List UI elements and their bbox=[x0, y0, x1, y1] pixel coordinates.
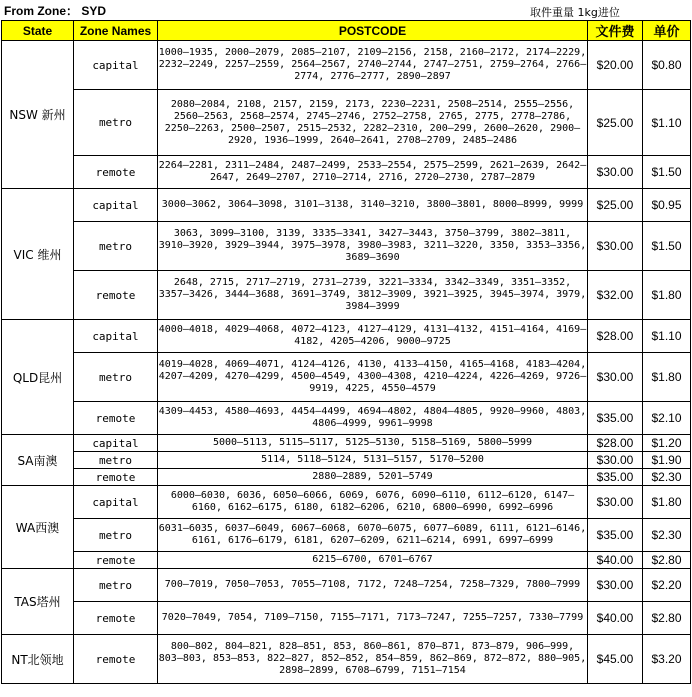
document-fee-cell: $30.00 bbox=[588, 353, 643, 402]
document-fee-cell: $35.00 bbox=[588, 402, 643, 435]
zone-name-cell: capital bbox=[74, 320, 158, 353]
table-row bbox=[2, 635, 691, 684]
zone-name-cell: metro bbox=[74, 90, 158, 156]
postcode-cell: 2264–2281, 2311–2484, 2487–2499, 2533–2554, 2575–2599, 2621–2639, 2642–2647, 2649–2707, 2710–2714, 2716, 2720–2730, 2787–2879 bbox=[158, 156, 588, 189]
zone-name-cell: metro bbox=[74, 353, 158, 402]
unit-price-cell: $0.80 bbox=[643, 41, 691, 90]
postcode-cell: 6031–6035, 6037–6049, 6067–6068, 6070–6075, 6077–6089, 6111, 6121–6146, 6161, 6176–6179, 6181, 6207–6209, 6211–6214, 6991, 6997–6999 bbox=[158, 519, 588, 552]
document-fee-cell: $20.00 bbox=[588, 41, 643, 90]
table-row bbox=[2, 569, 691, 602]
weight-rounding-note: 取件重量 1kg进位 bbox=[530, 6, 620, 19]
postcode-cell: 2080–2084, 2108, 2157, 2159, 2173, 2230–2231, 2508–2514, 2555–2556, 2560–2563, 2568–2574, 2745–2746, 2752–2758, 2765, 2775, 2778–2786, 2250–2263, 2500–2507, 2515–2532, 2282–2310, 200–299, 2600–2620, 2900–2920, 1936–1999, 2640–2641, 2708–2709, 2485–2486 bbox=[158, 90, 588, 156]
document-fee-cell: $30.00 bbox=[588, 569, 643, 602]
zone-name-cell: remote bbox=[74, 602, 158, 635]
postcode-cell: 4309–4453, 4580–4693, 4454–4499, 4694–4802, 4804–4805, 9920–9960, 4803, 4806–4999, 9961–9998 bbox=[158, 402, 588, 435]
unit-price-cell: $1.10 bbox=[643, 90, 691, 156]
postcode-cell: 6215–6700, 6701–6767 bbox=[158, 552, 588, 569]
zone-name-cell: remote bbox=[74, 635, 158, 684]
state-cell: TAS塔州 bbox=[2, 569, 74, 635]
document-fee-cell: $28.00 bbox=[588, 435, 643, 452]
unit-price-cell: $1.20 bbox=[643, 435, 691, 452]
document-fee-cell: $35.00 bbox=[588, 519, 643, 552]
unit-price-cell: $2.30 bbox=[643, 519, 691, 552]
zone-name-cell: capital bbox=[74, 41, 158, 90]
postcode-cell: 3000–3062, 3064–3098, 3101–3138, 3140–3210, 3800–3801, 8000–8999, 9999 bbox=[158, 189, 588, 222]
zone-name-cell: capital bbox=[74, 189, 158, 222]
zone-name-cell: metro bbox=[74, 569, 158, 602]
postcode-cell: 5000–5113, 5115–5117, 5125–5130, 5158–5169, 5800–5999 bbox=[158, 435, 588, 452]
zone-name-cell: metro bbox=[74, 519, 158, 552]
table-row bbox=[2, 353, 691, 402]
unit-price-cell: $1.80 bbox=[643, 353, 691, 402]
document-fee-cell: $32.00 bbox=[588, 271, 643, 320]
zone-name-cell: remote bbox=[74, 156, 158, 189]
document-fee-cell: $40.00 bbox=[588, 552, 643, 569]
state-cell: NSW 新州 bbox=[2, 41, 74, 189]
unit-price-cell: $2.80 bbox=[643, 552, 691, 569]
state-cell: WA西澳 bbox=[2, 486, 74, 569]
state-cell: VIC 维州 bbox=[2, 189, 74, 320]
table-row bbox=[2, 452, 691, 469]
table-row bbox=[2, 519, 691, 552]
state-cell: QLD昆州 bbox=[2, 320, 74, 435]
postcode-cell: 800–802, 804–821, 828–851, 853, 860–861, 870–871, 873–879, 906–999, 803–803, 853–853, 822–827, 852–852, 854–859, 862–869, 872–872, 880–905, 2898–2899, 6708–6799, 7151–7154 bbox=[158, 635, 588, 684]
document-fee-cell: $30.00 bbox=[588, 452, 643, 469]
table-header-row bbox=[2, 21, 691, 41]
zone-name-cell: remote bbox=[74, 271, 158, 320]
table-row bbox=[2, 271, 691, 320]
unit-price-cell: $1.80 bbox=[643, 486, 691, 519]
table-body bbox=[2, 41, 691, 684]
postcode-cell: 6000–6030, 6036, 6050–6066, 6069, 6076, 6090–6110, 6112–6120, 6147–6160, 6162–6175, 6180, 6182–6206, 6210, 6800–6990, 6992–6996 bbox=[158, 486, 588, 519]
state-cell: SA南澳 bbox=[2, 435, 74, 486]
unit-price-cell: $0.95 bbox=[643, 189, 691, 222]
document-fee-cell: $28.00 bbox=[588, 320, 643, 353]
unit-price-cell: $2.80 bbox=[643, 602, 691, 635]
zone-name-cell: metro bbox=[74, 452, 158, 469]
zone-name-cell: remote bbox=[74, 402, 158, 435]
postcode-cell: 4019–4028, 4069–4071, 4124–4126, 4130, 4133–4150, 4165–4168, 4183–4204, 4207–4209, 4270–4299, 4500–4549, 4300–4308, 4210–4224, 4226–4269, 9726–9919, 4225, 4550–4579 bbox=[158, 353, 588, 402]
zone-name-cell: metro bbox=[74, 222, 158, 271]
table-row bbox=[2, 602, 691, 635]
table-row bbox=[2, 552, 691, 569]
unit-price-cell: $1.50 bbox=[643, 222, 691, 271]
unit-price-cell: $1.90 bbox=[643, 452, 691, 469]
document-fee-cell: $35.00 bbox=[588, 469, 643, 486]
table-row bbox=[2, 402, 691, 435]
table-row bbox=[2, 41, 691, 90]
table-row bbox=[2, 90, 691, 156]
document-fee-cell: $30.00 bbox=[588, 156, 643, 189]
table-row bbox=[2, 486, 691, 519]
zone-name-cell: remote bbox=[74, 552, 158, 569]
postcode-cell: 5114, 5118–5124, 5131–5157, 5170–5200 bbox=[158, 452, 588, 469]
table-row bbox=[2, 189, 691, 222]
from-zone-label: From Zone： SYD bbox=[4, 4, 107, 18]
postcode-cell: 7020–7049, 7054, 7109–7150, 7155–7171, 7173–7247, 7255–7257, 7330–7799 bbox=[158, 602, 588, 635]
postcode-cell: 2880–2889, 5201–5749 bbox=[158, 469, 588, 486]
table-row bbox=[2, 320, 691, 353]
document-fee-cell: $45.00 bbox=[588, 635, 643, 684]
unit-price-cell: $1.80 bbox=[643, 271, 691, 320]
document-fee-cell: $40.00 bbox=[588, 602, 643, 635]
unit-price-cell: $3.20 bbox=[643, 635, 691, 684]
column-header-state: State bbox=[2, 21, 74, 41]
zone-name-cell: remote bbox=[74, 469, 158, 486]
table-row bbox=[2, 435, 691, 452]
document-fee-cell: $25.00 bbox=[588, 189, 643, 222]
postcode-cell: 3063, 3099–3100, 3139, 3335–3341, 3427–3443, 3750–3799, 3802–3811, 3910–3920, 3929–3944, 3975–3978, 3980–3983, 3211–3220, 3350, 3353–3356, 3689–3690 bbox=[158, 222, 588, 271]
document-fee-cell: $30.00 bbox=[588, 486, 643, 519]
table-row bbox=[2, 222, 691, 271]
report-header bbox=[0, 0, 692, 20]
table-row bbox=[2, 469, 691, 486]
unit-price-cell: $1.50 bbox=[643, 156, 691, 189]
state-cell: NT北领地 bbox=[2, 635, 74, 684]
column-header-document-fee: 文件费 bbox=[588, 21, 643, 41]
table-row bbox=[2, 156, 691, 189]
postcode-cell: 1000–1935, 2000–2079, 2085–2107, 2109–2156, 2158, 2160–2172, 2174–2229, 2232–2249, 2257–2559, 2564–2567, 2740–2744, 2747–2751, 2759–2764, 2766–2774, 2776–2777, 2890–2897 bbox=[158, 41, 588, 90]
document-fee-cell: $25.00 bbox=[588, 90, 643, 156]
document-fee-cell: $30.00 bbox=[588, 222, 643, 271]
postcode-cell: 2648, 2715, 2717–2719, 2731–2739, 3221–3334, 3342–3349, 3351–3352, 3357–3426, 3444–3688, 3691–3749, 3812–3909, 3921–3925, 3945–3974, 3979, 3984–3999 bbox=[158, 271, 588, 320]
unit-price-cell: $1.10 bbox=[643, 320, 691, 353]
unit-price-cell: $2.30 bbox=[643, 469, 691, 486]
postcode-cell: 4000–4018, 4029–4068, 4072–4123, 4127–4129, 4131–4132, 4151–4164, 4169–4182, 4205–4206, 9000–9725 bbox=[158, 320, 588, 353]
postcode-rate-table bbox=[1, 20, 691, 684]
zone-name-cell: capital bbox=[74, 435, 158, 452]
column-header-postcode: POSTCODE bbox=[158, 21, 588, 41]
postcode-cell: 700–7019, 7050–7053, 7055–7108, 7172, 7248–7254, 7258–7329, 7800–7999 bbox=[158, 569, 588, 602]
zone-name-cell: capital bbox=[74, 486, 158, 519]
unit-price-cell: $2.10 bbox=[643, 402, 691, 435]
column-header-unit-price: 单价 bbox=[643, 21, 691, 41]
unit-price-cell: $2.20 bbox=[643, 569, 691, 602]
column-header-zone-names: Zone Names bbox=[74, 21, 158, 41]
